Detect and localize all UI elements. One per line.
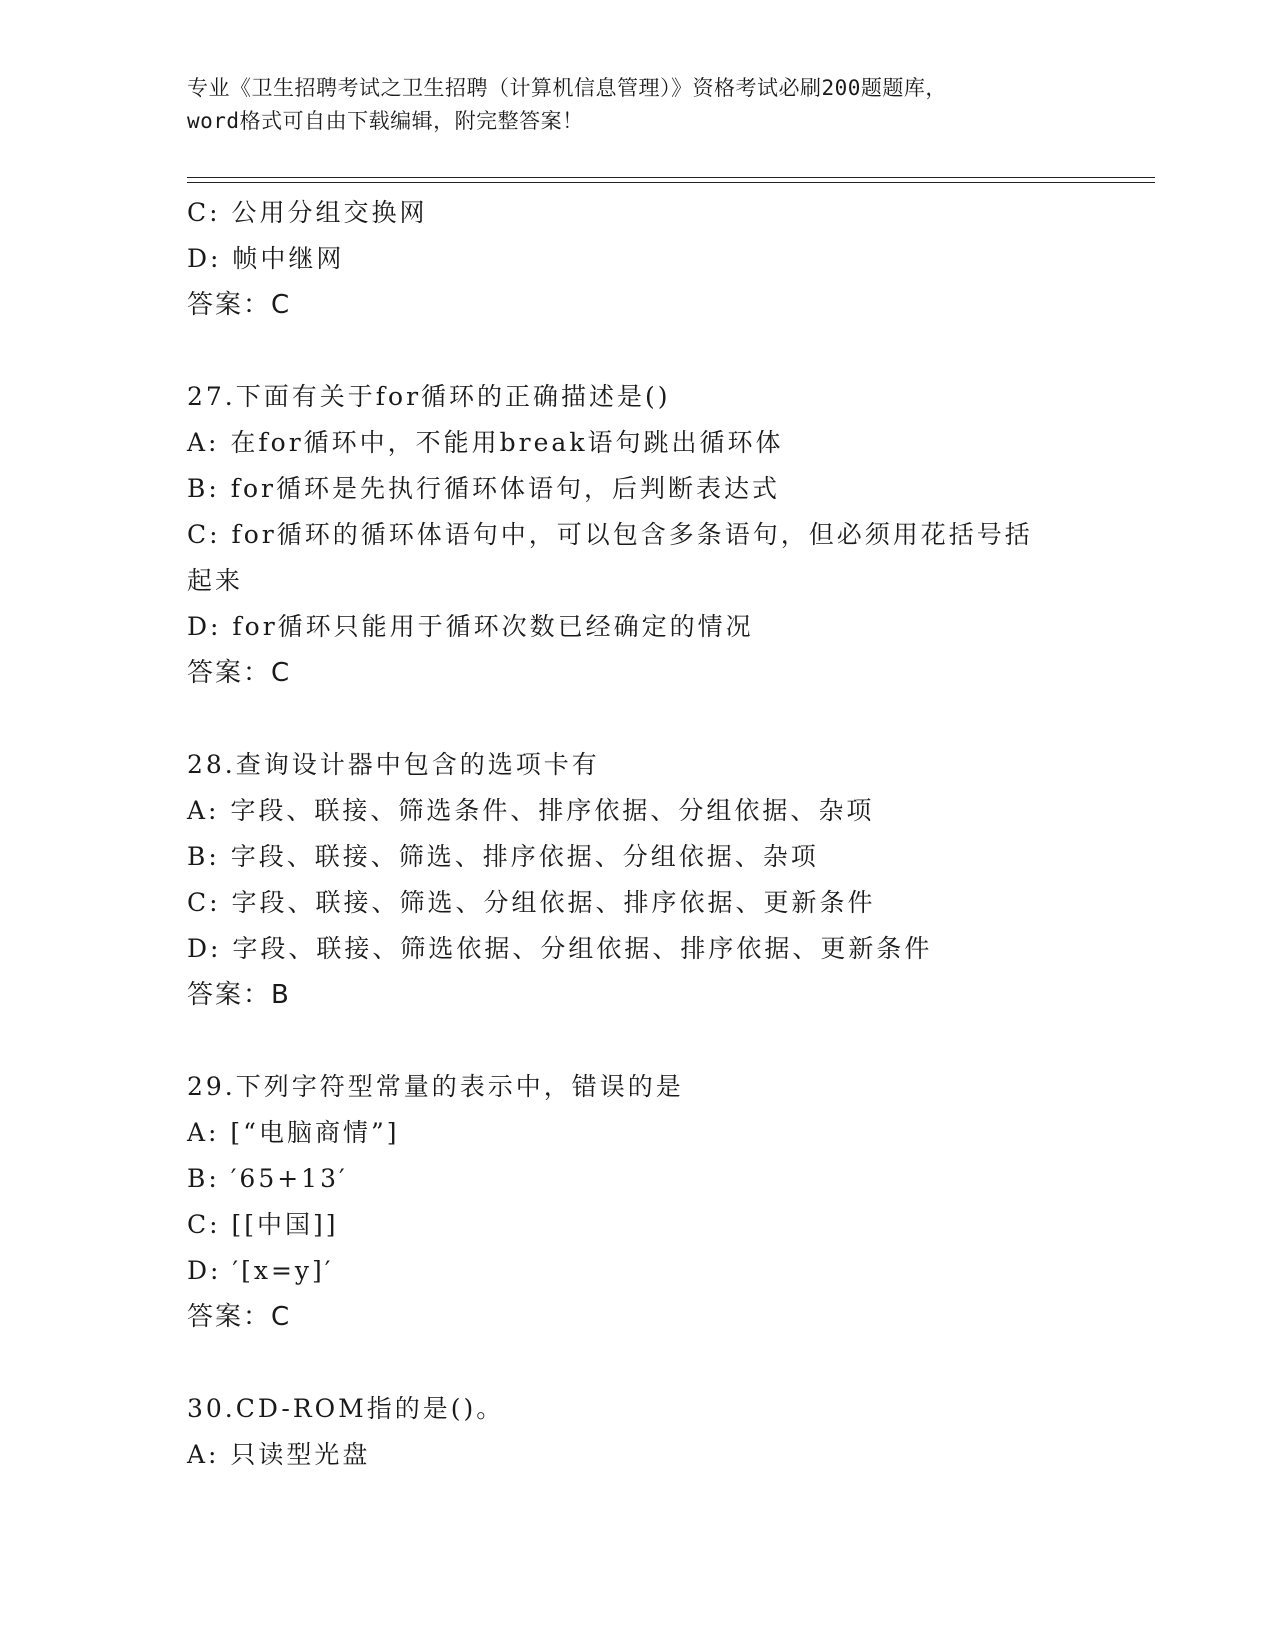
question-27 (187, 374, 1087, 696)
question-text: 30.CD-ROM指的是()。 (187, 1394, 505, 1423)
question-30 (187, 1386, 1087, 1478)
option-c-continued: 起来 (187, 566, 244, 595)
spacer (187, 696, 1087, 742)
answer: 答案：C (187, 1302, 292, 1332)
header-divider-top (187, 177, 1155, 178)
option-d: D: 字段、联接、筛选依据、分组依据、排序依据、更新条件 (187, 934, 933, 963)
question-text: 29.下列字符型常量的表示中，错误的是 (187, 1072, 684, 1101)
option-c: C: [[中国]] (187, 1210, 339, 1239)
question-29 (187, 1064, 1087, 1340)
option-d: D: for循环只能用于循环次数已经确定的情况 (187, 612, 754, 641)
option-a: A: 只读型光盘 (187, 1440, 371, 1469)
option-b: B: ′65+13′ (187, 1164, 348, 1193)
option-a: A: [“电脑商情”] (187, 1118, 400, 1147)
question-list (187, 190, 1087, 1478)
spacer (187, 328, 1087, 374)
question-text: 27.下面有关于for循环的正确描述是() (187, 382, 671, 411)
option-c: C: 公用分组交换网 (187, 198, 428, 227)
answer: 答案：C (187, 290, 292, 320)
header-line-1: 专业《卫生招聘考试之卫生招聘（计算机信息管理）》资格考试必刷200题题库， (187, 76, 947, 100)
question-text: 28.查询设计器中包含的选项卡有 (187, 750, 600, 779)
answer: 答案：B (187, 980, 291, 1010)
document-header (187, 72, 1087, 138)
spacer (187, 1340, 1087, 1386)
option-a: A: 字段、联接、筛选条件、排序依据、分组依据、杂项 (187, 796, 875, 825)
option-d: D: ′[x=y]′ (187, 1256, 334, 1285)
question-28 (187, 742, 1087, 1018)
question-26-tail (187, 190, 1087, 328)
header-divider-bottom (187, 182, 1155, 183)
option-b: B: 字段、联接、筛选、排序依据、分组依据、杂项 (187, 842, 819, 871)
answer: 答案：C (187, 658, 292, 688)
header-line-2: word格式可自由下载编辑，附完整答案！ (187, 109, 584, 133)
option-c: C: for循环的循环体语句中，可以包含多条语句，但必须用花括号括 (187, 520, 1033, 549)
option-b: B: for循环是先执行循环体语句，后判断表达式 (187, 474, 780, 503)
option-d: D: 帧中继网 (187, 244, 345, 273)
spacer (187, 1018, 1087, 1064)
option-a: A: 在for循环中，不能用break语句跳出循环体 (187, 428, 784, 457)
option-c: C: 字段、联接、筛选、分组依据、排序依据、更新条件 (187, 888, 876, 917)
